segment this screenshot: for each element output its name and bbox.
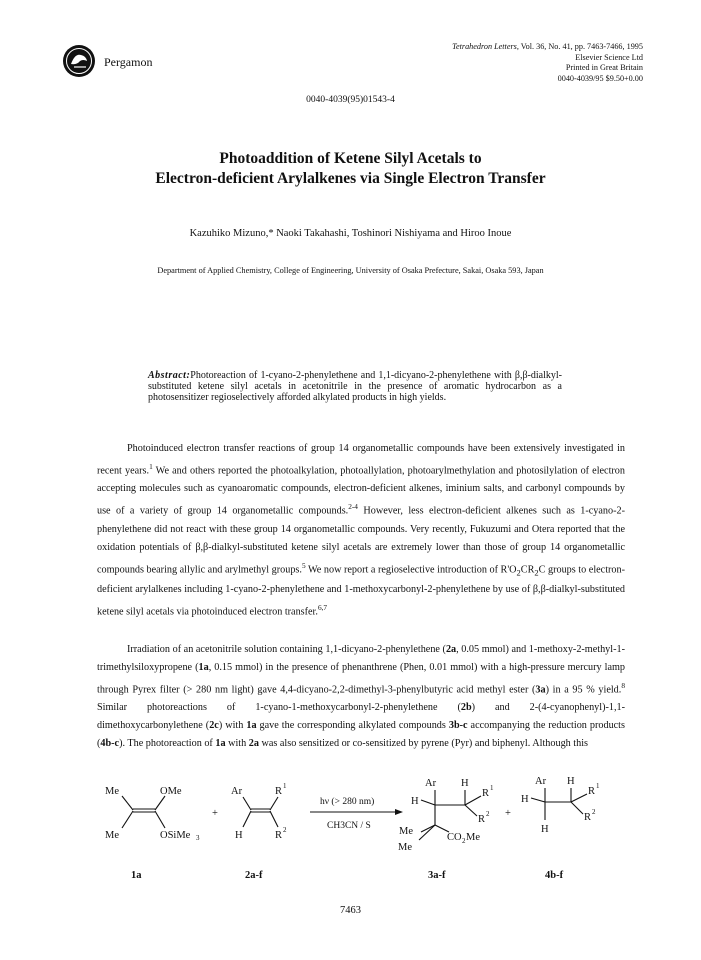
page-number: 7463	[340, 905, 361, 916]
scheme-text: H	[521, 794, 529, 805]
title-line-2: Electron-deficient Arylalkenes via Single Electron Transfer	[155, 170, 546, 187]
paper-title	[0, 149, 701, 189]
pergamon-logo-icon	[62, 44, 96, 78]
scheme-text: H	[411, 796, 419, 807]
compound-label: 1a	[198, 662, 209, 673]
scheme-text: 3	[196, 834, 200, 842]
compound-1a-structure	[105, 786, 200, 881]
compound-3-structure	[398, 778, 494, 881]
journal-info	[452, 42, 643, 84]
scheme-text: OSiMe	[160, 830, 191, 841]
scheme-text: Me	[105, 830, 119, 841]
printed-line: Printed in Great Britain	[565, 63, 643, 72]
plus-sign: +	[212, 808, 218, 819]
arrow-condition-top: hν (> 280 nm)	[320, 797, 375, 807]
scheme-text: 1	[490, 784, 494, 792]
scheme-text: Ar	[231, 786, 243, 797]
compound-label: 3b-c	[448, 720, 468, 732]
abstract-text: Photoreaction of 1-cyano-2-phenylethene and 1,1-dicyano-2-phenylethene with β,β-dialkyl-substituted ketene silyl acetals in acetonitrile in the presence of aromatic hydrocarbon as a photosensitizer regioselectively afforded alkylated products in high yields.	[148, 370, 562, 403]
price-line: 0040-4039/95 $9.50+0.00	[557, 73, 643, 83]
scheme-text: 1	[596, 782, 600, 790]
arrow-condition-bottom: CH3CN / S	[327, 821, 371, 831]
scheme-text: 2	[592, 808, 596, 816]
scheme-text: 1	[283, 782, 287, 790]
scheme-text: H	[541, 824, 549, 835]
scheme-text: R	[275, 830, 283, 841]
title-line-1: Photoaddition of Ketene Silyl Acetals to	[219, 150, 482, 167]
scheme-text: Me	[399, 826, 413, 837]
compound-label: 2a	[445, 644, 457, 655]
scheme-text: H	[235, 830, 243, 841]
compound-label: 4b-c	[100, 738, 120, 750]
scheme-text: 2	[462, 837, 466, 845]
scheme-text: OMe	[160, 786, 182, 797]
scheme-text: R	[482, 788, 490, 799]
compound-2-structure	[231, 782, 287, 881]
compound-label: 4b-f	[545, 870, 564, 881]
scheme-text: H	[461, 778, 469, 789]
compound-label: 3a	[535, 684, 546, 696]
scheme-text: Me	[466, 832, 480, 843]
compound-label: 2b	[460, 702, 472, 714]
scheme-text: Ar	[535, 776, 547, 787]
doi: 0040-4039(95)01543-4	[306, 95, 395, 105]
affiliation: Department of Applied Chemistry, College of Engineering, University of Osaka Prefecture, Sakai, Osaka 593, Japan	[157, 266, 544, 275]
reference-marker: 1	[149, 462, 153, 471]
reference-marker: 5	[301, 560, 306, 570]
reference-marker: 6,7	[317, 603, 328, 613]
reaction-scheme	[95, 760, 625, 890]
scheme-text: Me	[398, 842, 412, 853]
scheme-text: CO	[447, 832, 462, 843]
copyright-line: Elsevier Science Ltd	[575, 52, 643, 62]
abstract	[148, 370, 562, 403]
scheme-text: Me	[105, 786, 119, 797]
body-paragraph-2: Irradiation of an acetonitrile solution containing 1,1-dicyano-2-phenylethene (2a, 0.05 mmol) and 1-methoxy-2-methyl-1-trimethylsiloxypropene (1a, 0.15 mmol) in the presence of phenanthrene (Phen, 0.01 mmol) with a high-pressure mercury lamp through Pyrex filter (> 280 nm light) gave 4,4-dicyano-2,2-dimethyl-3-phenylbutyric acid methyl ester (3a) in a 95 % yield.$^8$ Similar photoreactions of 1-cyano-1-methoxycarbonyl-2-phenylethene (2b) and 2-(4-cyanophenyl)-1,1-dimethoxycarbonylethene (2c) with 1a gave the corresponding alkylated compounds 3b-c accompanying the reduction products (4b-c). The photoreaction of 1a with 2a was also sensitized or co-sensitized by pyrene (Pyr) and biphenyl. Although this	[97, 644, 625, 750]
compound-label: 1a	[215, 738, 226, 750]
compound-4-structure	[521, 776, 600, 881]
plus-sign: +	[505, 808, 511, 819]
compound-label: 1a	[246, 720, 257, 732]
compound-label: 3a-f	[428, 870, 446, 881]
scheme-text: 2	[283, 826, 287, 834]
scheme-text: R	[588, 786, 596, 797]
reference-marker: 2-4	[348, 502, 358, 512]
body-paragraph-1: Photoinduced electron transfer reactions of group 14 organometallic compounds have been extensively investigated in recent years.$^1$ We and others reported the photoalkylation, photoallylation, photoarylmethylation and photosilylation of electron accepting molecules such as cyanoaromatic compounds, electron-deficient alkenes, iminium salts, and carbonyl compounds by use of a variety of group 14 organometallic compounds.$^{2-4}$ However, less electron-deficient alkenes such as 1-cyano-2-phenylethene did not react with these group 14 organometallic compounds. Very recently, Fukuzumi and Otera reported that the oxidation potentials of β,β-dialkyl-substituted ketene silyl acetals are extremely lower than those of group 14 organometallic compounds bearing allylic and arylmethyl groups.$^5$ We now report a regioselective introduction of $R'O_2CR_2C$ groups to electron-deficient arylalkenes including 1-cyano-2-phenylethene and 1-methoxycarbonyl-2-phenylethene by use of β,β-dialkyl-substituted ketene silyl acetals via photoinduced electron transfer.$^{6,7}$	[97, 443, 625, 618]
abstract-label: Abstract:	[148, 370, 191, 381]
reference-marker: 8	[621, 681, 625, 690]
scheme-text: R	[275, 786, 283, 797]
scheme-text: Ar	[425, 778, 437, 789]
journal-details: , Vol. 36, No. 41, pp. 7463-7466, 1995	[516, 42, 643, 51]
compound-label: 2c	[209, 720, 219, 732]
scheme-text: H	[567, 776, 575, 787]
journal-name: Tetrahedron Letters	[452, 42, 517, 51]
scheme-text: R	[478, 814, 486, 825]
journal-citation	[452, 42, 643, 53]
compound-label: 2a	[248, 738, 259, 750]
authors: Kazuhiko Mizuno,* Naoki Takahashi, Toshinori Nishiyama and Hiroo Inoue	[189, 228, 512, 239]
compound-label: 1a	[131, 870, 142, 881]
scheme-text: R	[584, 812, 592, 823]
scheme-text: 2	[486, 810, 490, 818]
reaction-arrow	[310, 796, 403, 831]
compound-label: 2a-f	[245, 870, 263, 881]
publisher-name: Pergamon	[104, 55, 153, 69]
